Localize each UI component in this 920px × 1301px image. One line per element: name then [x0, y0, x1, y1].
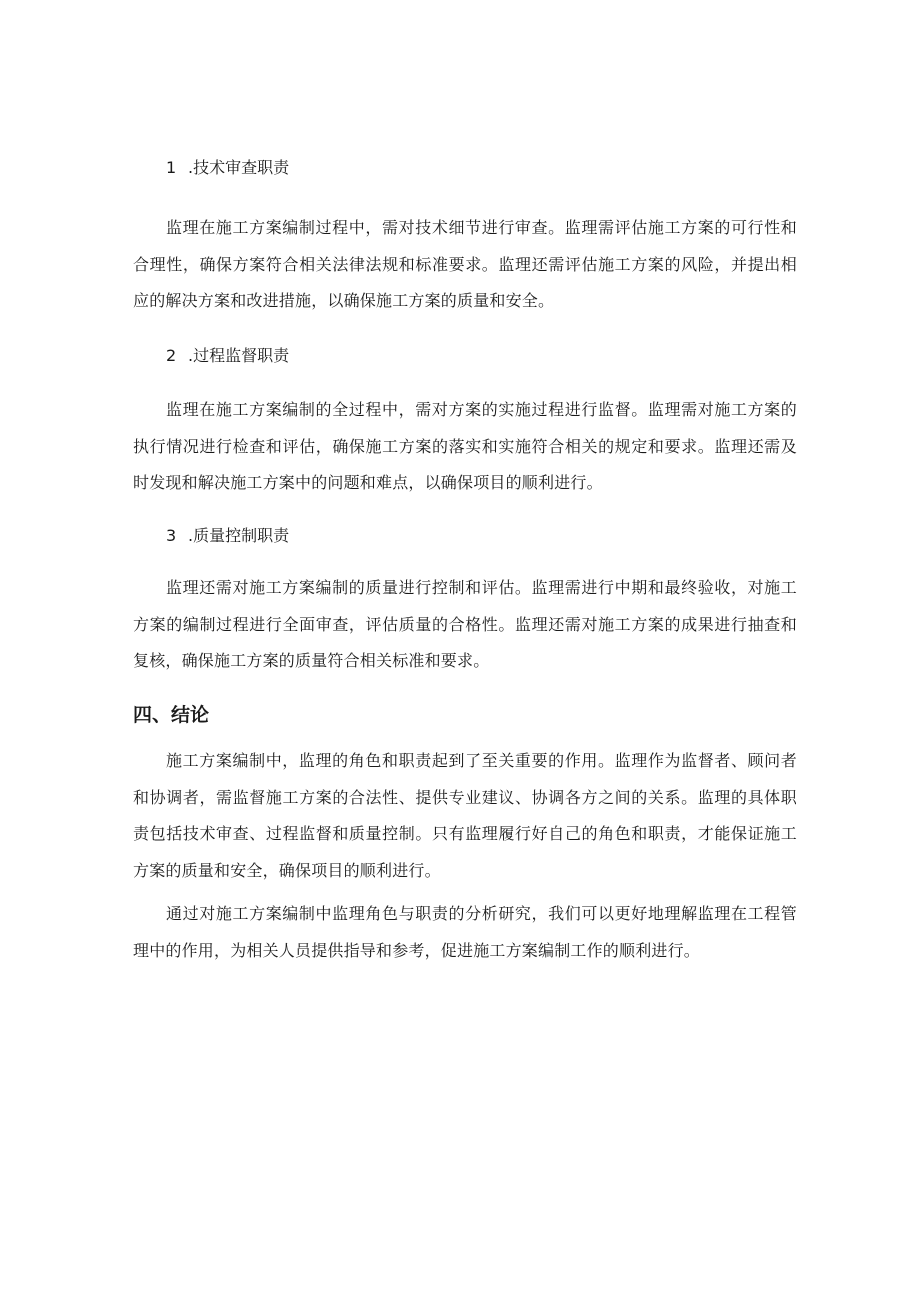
item-number: 1 [166, 158, 177, 177]
paragraph-conclusion-2: 通过对施工方案编制中监理角色与职责的分析研究，我们可以更好地理解监理在工程管理中的作用，为相关人员提供指导和参考，促进施工方案编制工作的顺利进行。 [133, 904, 797, 960]
item-title: .过程监督职责 [188, 346, 290, 365]
item-heading-process-supervision [166, 346, 289, 366]
paragraph-process-supervision: 监理在施工方案编制的全过程中，需对方案的实施过程进行监督。监理需对施工方案的执行情况进行检查和评估，确保施工方案的落实和实施符合相关的规定和要求。监理还需及时发现和解决施工方案中的问题和难点，以确保项目的顺利进行。 [133, 400, 797, 492]
item-number: 3 [166, 526, 177, 545]
paragraph-quality-control: 监理还需对施工方案编制的质量进行控制和评估。监理需进行中期和最终验收，对施工方案的编制过程进行全面审查，评估质量的合格性。监理还需对施工方案的成果进行抽查和复核，确保施工方案的质量符合相关标准和要求。 [133, 578, 797, 670]
section-title-conclusion: 四、结论 [133, 704, 210, 726]
item-title: .技术审查职责 [188, 158, 290, 177]
paragraph-conclusion-1: 施工方案编制中，监理的角色和职责起到了至关重要的作用。监理作为监督者、顾问者和协调者，需监督施工方案的合法性、提供专业建议、协调各方之间的关系。监理的具体职责包括技术审查、过程监督和质量控制。只有监理履行好自己的角色和职责，才能保证施工方案的质量和安全，确保项目的顺利进行。 [133, 751, 797, 880]
paragraph-technical-review: 监理在施工方案编制过程中，需对技术细节进行审查。监理需评估施工方案的可行性和合理性，确保方案符合相关法律法规和标准要求。监理还需评估施工方案的风险，并提出相应的解决方案和改进措施，以确保施工方案的质量和安全。 [133, 218, 797, 310]
item-heading-quality-control [166, 526, 289, 546]
item-number: 2 [166, 346, 177, 365]
item-title: .质量控制职责 [188, 526, 290, 545]
item-heading-technical-review [166, 158, 289, 178]
